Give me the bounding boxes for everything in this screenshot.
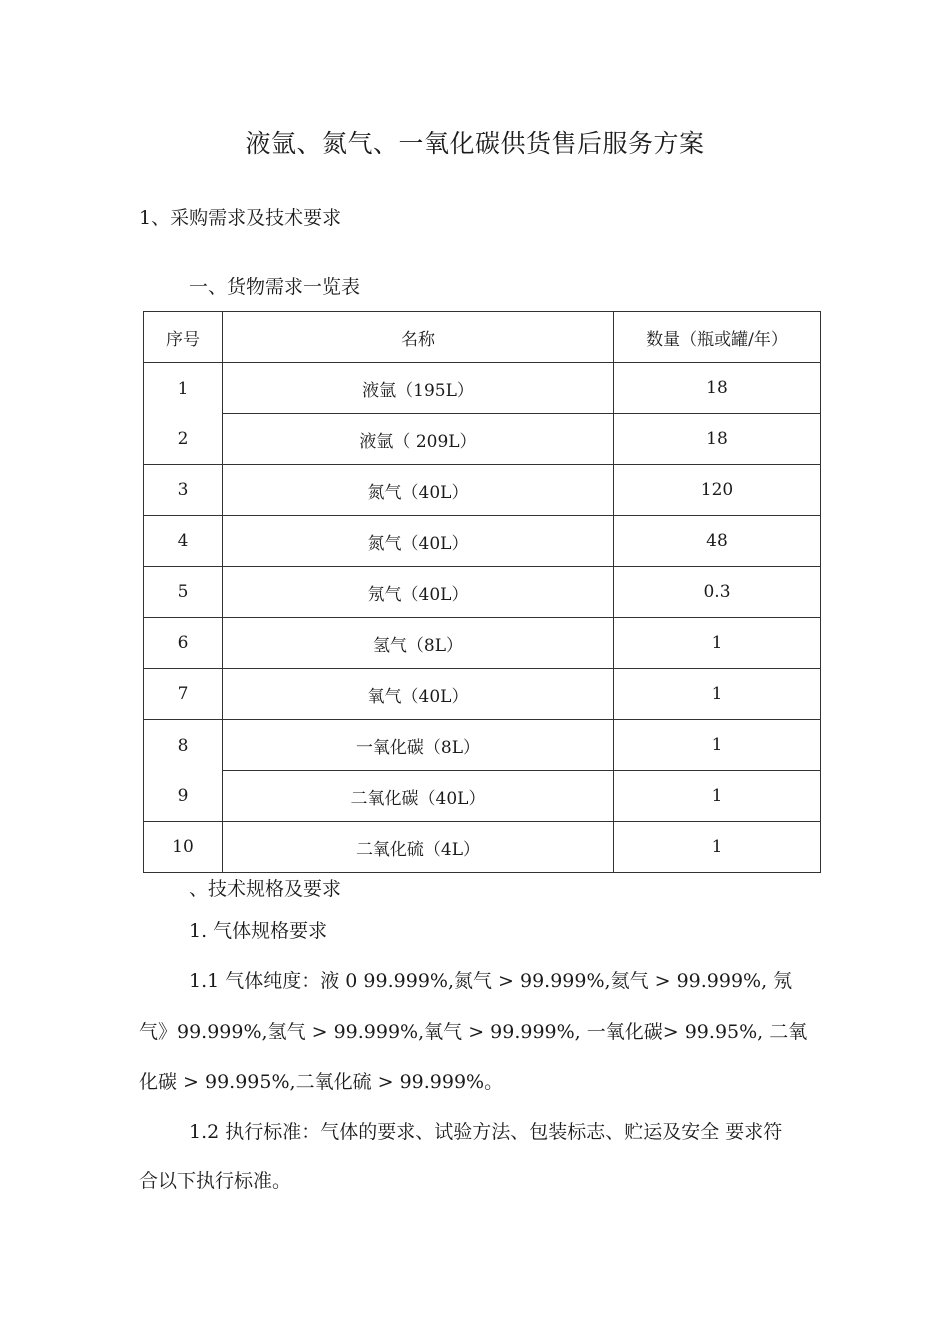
- row-no: 6: [144, 618, 223, 669]
- row-name: 二氧化硫（4L）: [223, 822, 614, 873]
- item-heading-gas-specs: 1. 气体规格要求: [189, 920, 328, 942]
- paragraph-standards-line-2: 合以下执行标准。: [139, 1170, 292, 1192]
- row-name: 液氩（195L）: [223, 363, 614, 414]
- paragraph-purity-line-1: 1.1 气体纯度：液 0 99.999%,氮气 > 99.999%,氦气 > 99.999%, 氖: [189, 970, 793, 992]
- row-no: 1: [177, 378, 189, 399]
- table-header-row: [144, 312, 821, 363]
- row-name: 氮气（40L）: [223, 465, 614, 516]
- table-row: [144, 771, 821, 822]
- header-serial-no: 序号: [144, 312, 223, 363]
- table-row: [144, 822, 821, 873]
- row-name: 氢气（8L）: [223, 618, 614, 669]
- row-qty: 1: [614, 771, 821, 822]
- row-qty: 1: [614, 669, 821, 720]
- table-row: [144, 567, 821, 618]
- row-name: 一氧化碳（8L）: [223, 720, 614, 771]
- paragraph-purity-line-3: 化碳 > 99.995%,二氧化硫 > 99.999%。: [139, 1071, 504, 1093]
- row-name: 液氩（ 209L）: [223, 414, 614, 465]
- paragraph-purity-line-2: 气》99.999%,氢气 > 99.999%,氧气 > 99.999%, 一氧化碳> 99.95%, 二氧: [139, 1021, 808, 1043]
- row-name: 氖气（40L）: [223, 567, 614, 618]
- row-no: 7: [144, 669, 223, 720]
- table-row: [144, 516, 821, 567]
- row-qty: 48: [614, 516, 821, 567]
- row-qty: 1: [614, 720, 821, 771]
- row-name: 氧气（40L）: [223, 669, 614, 720]
- row-qty: 0.3: [614, 567, 821, 618]
- row-qty: 18: [614, 414, 821, 465]
- row-qty: 1: [614, 822, 821, 873]
- row-no: 10: [144, 822, 223, 873]
- row-qty: 1: [614, 618, 821, 669]
- document-title: 液氩、氮气、一氧化碳供货售后服务方案: [245, 129, 705, 158]
- row-qty: 18: [614, 363, 821, 414]
- row-no: 3: [144, 465, 223, 516]
- table-row: [144, 465, 821, 516]
- row-qty: 120: [614, 465, 821, 516]
- row-no: 5: [144, 567, 223, 618]
- header-quantity: 数量（瓶或罐/年）: [614, 312, 821, 363]
- row-no: 8: [177, 735, 189, 756]
- table-row: [144, 414, 821, 465]
- section-heading-procurement: 1、采购需求及技术要求: [139, 207, 342, 229]
- table-row: [144, 669, 821, 720]
- row-no-cell-merged: [144, 363, 223, 465]
- goods-requirement-table: [143, 311, 821, 873]
- table-row: [144, 363, 821, 414]
- row-no: 9: [177, 785, 189, 806]
- subsection-heading-goods-list: 一、货物需求一览表: [189, 276, 361, 298]
- row-name: 二氧化碳（40L）: [223, 771, 614, 822]
- header-name: 名称: [223, 312, 614, 363]
- subsection-heading-technical-specs: 、技术规格及要求: [189, 878, 342, 900]
- row-no: 2: [177, 428, 189, 449]
- table-row: [144, 720, 821, 771]
- table-row: [144, 618, 821, 669]
- row-no: 4: [144, 516, 223, 567]
- paragraph-standards-line-1: 1.2 执行标准：气体的要求、试验方法、包装标志、贮运及安全 要求符: [189, 1121, 783, 1143]
- row-name: 氮气（40L）: [223, 516, 614, 567]
- row-no-cell-merged: [144, 720, 223, 822]
